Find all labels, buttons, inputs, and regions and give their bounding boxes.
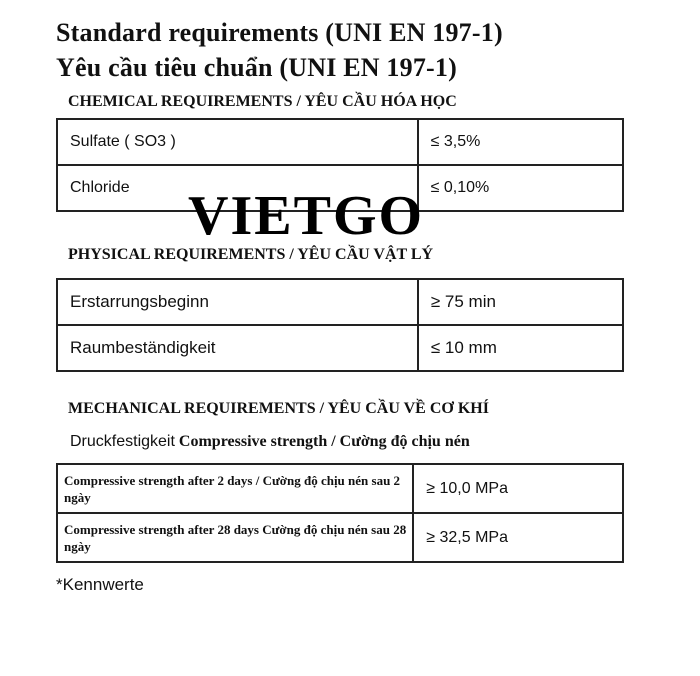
watermark: VIETGO (188, 185, 425, 247)
requirement-value: ≥ 10,0 MPa (413, 464, 623, 513)
table-row (57, 279, 623, 325)
physical-requirements-heading: PHYSICAL REQUIREMENTS / YÊU CẦU VẬT LÝ (68, 246, 434, 263)
subheading-english: Compressive strength / Cường độ chịu nén (178, 433, 470, 450)
requirement-name: Compressive strength after 2 days / Cường độ chịu nén sau 2 ngày (57, 464, 413, 513)
requirement-value: ≤ 10 mm (418, 325, 623, 371)
requirement-value: ≤ 3,5% (418, 119, 623, 165)
requirement-name: Erstarrungsbeginn (57, 279, 418, 325)
compressive-strength-subheading (70, 433, 470, 451)
footnote: *Kennwerte (56, 575, 144, 594)
title-english: Standard requirements (UNI EN 197-1) (56, 18, 503, 47)
table-row (57, 464, 623, 513)
table-row (57, 325, 623, 371)
requirement-name: Sulfate ( SO3 ) (57, 119, 418, 165)
mechanical-requirements-table (56, 463, 624, 563)
table-row (57, 119, 623, 165)
table-row (57, 513, 623, 562)
requirement-name: Chloride (57, 165, 418, 211)
requirement-value: ≥ 32,5 MPa (413, 513, 623, 562)
physical-requirements-table (56, 278, 624, 372)
subheading-german: Druckfestigkeit (70, 433, 175, 450)
requirement-name: Compressive strength after 28 days Cường độ chịu nén sau 28 ngày (57, 513, 413, 562)
mechanical-requirements-heading: MECHANICAL REQUIREMENTS / YÊU CẦU VỀ CƠ KHÍ (68, 400, 489, 417)
requirement-name: Raumbeständigkeit (57, 325, 418, 371)
requirement-value: ≤ 0,10% (418, 165, 623, 211)
chemical-requirements-heading: CHEMICAL REQUIREMENTS / YÊU CẦU HÓA HỌC (68, 93, 457, 110)
title-vietnamese: Yêu cầu tiêu chuẩn (UNI EN 197-1) (56, 53, 457, 82)
requirement-value: ≥ 75 min (418, 279, 623, 325)
